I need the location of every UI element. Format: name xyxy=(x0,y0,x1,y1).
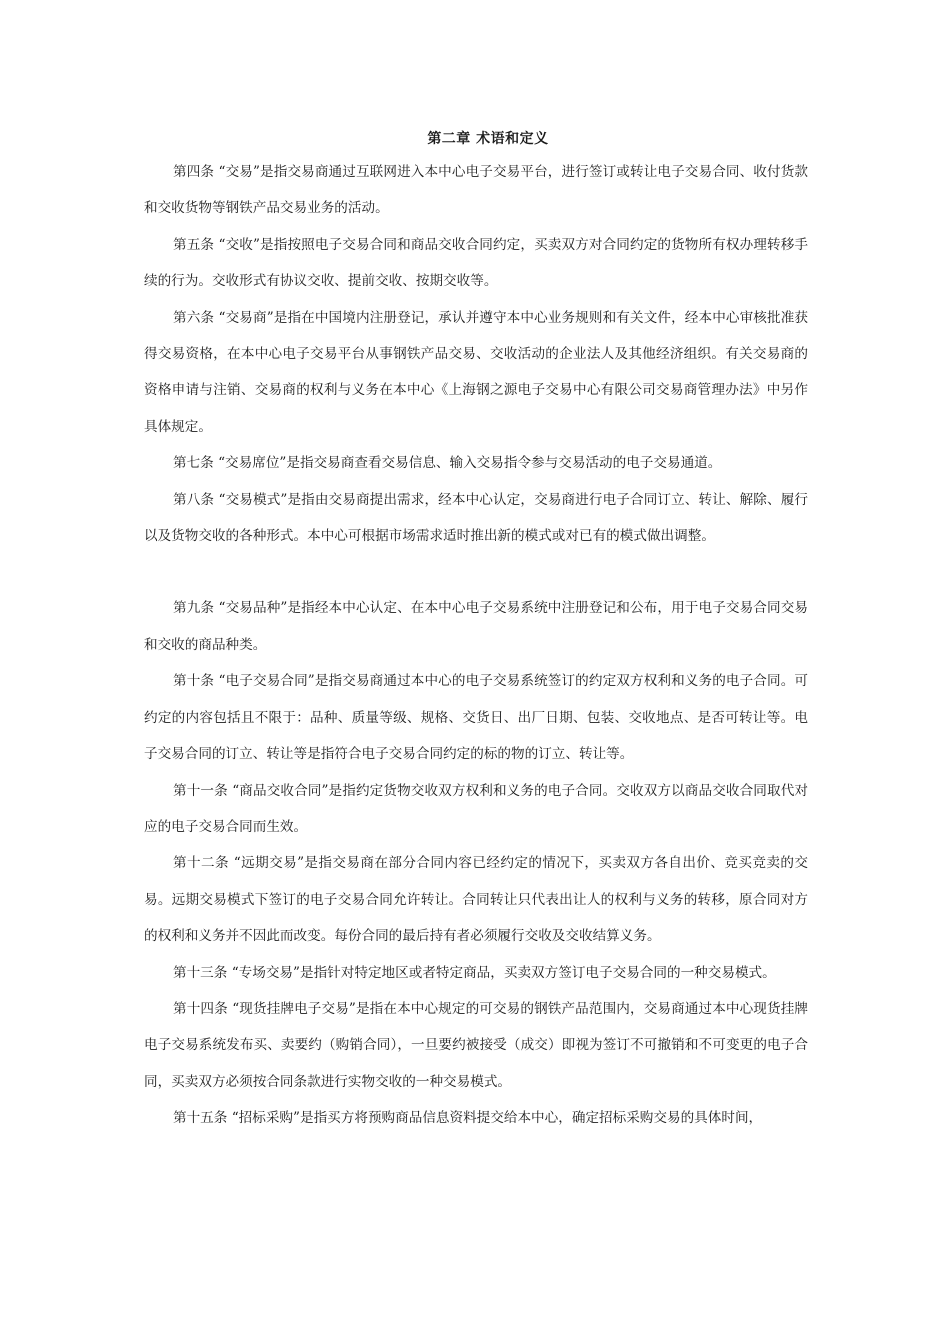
article-paragraph-13: 第十三条 “专场交易”是指针对特定地区或者特定商品，买卖双方签订电子交易合同的一种交易模式。 xyxy=(173,964,776,981)
article-paragraph-9: 第九条 “交易品种”是指经本中心认定、在本中心电子交易系统中注册登记和公布，用于电子交易合同交易和交收的商品种类。 xyxy=(144,600,808,653)
article-paragraph-7: 第七条 “交易席位”是指交易商查看交易信息、输入交易指令参与交易活动的电子交易通道。 xyxy=(173,455,722,472)
chapter-title: 第二章 术语和定义 xyxy=(427,131,549,147)
article-paragraph-6: 第六条 “交易商”是指在中国境内注册登记，承认并遵守本中心业务规则和有关文件，经本中心审核批准获得交易资格，在本中心电子交易平台从事钢铁产品交易、交收活动的企业法人及其他经济组织。有关交易商的资格申请与注销、交易商的权利与义务在本中心《上海钢之源电子交易中心有限公司交易商管理办法》中另作具体规定。 xyxy=(144,309,808,435)
article-paragraph-5: 第五条 “交收”是指按照电子交易合同和商品交收合同约定，买卖双方对合同约定的货物所有权办理转移手续的行为。交收形式有协议交收、提前交收、按期交收等。 xyxy=(144,236,808,290)
article-paragraph-4: 第四条 “交易”是指交易商通过互联网进入本中心电子交易平台，进行签订或转让电子交易合同、收付货款和交收货物等钢铁产品交易业务的活动。 xyxy=(144,164,808,217)
document-body xyxy=(144,153,808,1137)
article-paragraph-12: 第十二条 “远期交易”是指交易商在部分合同内容已经约定的情况下，买卖双方各自出价、竞买竞卖的交易。远期交易模式下签订的电子交易合同允许转让。合同转让只代表出让人的权利与义务的转移，原合同对方的权利和义务并不因此而改变。每份合同的最后持有者必须履行交收及交收结算义务。 xyxy=(144,855,808,945)
article-paragraph-15: 第十五条 “招标采购”是指买方将预购商品信息资料提交给本中心，确定招标采购交易的具体时间， xyxy=(173,1110,763,1127)
article-paragraph-11: 第十一条 “商品交收合同”是指约定货物交收双方权利和义务的电子合同。交收双方以商品交收合同取代对应的电子交易合同而生效。 xyxy=(144,782,808,835)
article-paragraph-8: 第八条 “交易模式”是指由交易商提出需求，经本中心认定，交易商进行电子合同订立、转让、解除、履行以及货物交收的各种形式。本中心可根据市场需求适时推出新的模式或对已有的模式做出调整。 xyxy=(144,491,808,545)
article-paragraph-14: 第十四条 “现货挂牌电子交易”是指在本中心规定的可交易的钢铁产品范围内，交易商通过本中心现货挂牌电子交易系统发布买、卖要约（购销合同），一旦要约被接受（成交）即视为签订不可撤销和不可变更的电子合同，买卖双方必须按合同条款进行实物交收的一种交易模式。 xyxy=(144,1000,808,1090)
article-paragraph-10: 第十条 “电子交易合同”是指交易商通过本中心的电子交易系统签订的约定双方权利和义务的电子合同。可约定的内容包括且不限于：品种、质量等级、规格、交货日、出厂日期、包装、交收地点、是否可转让等。电子交易合同的订立、转让等是指符合电子交易合同约定的标的物的订立、转让等。 xyxy=(144,673,808,763)
